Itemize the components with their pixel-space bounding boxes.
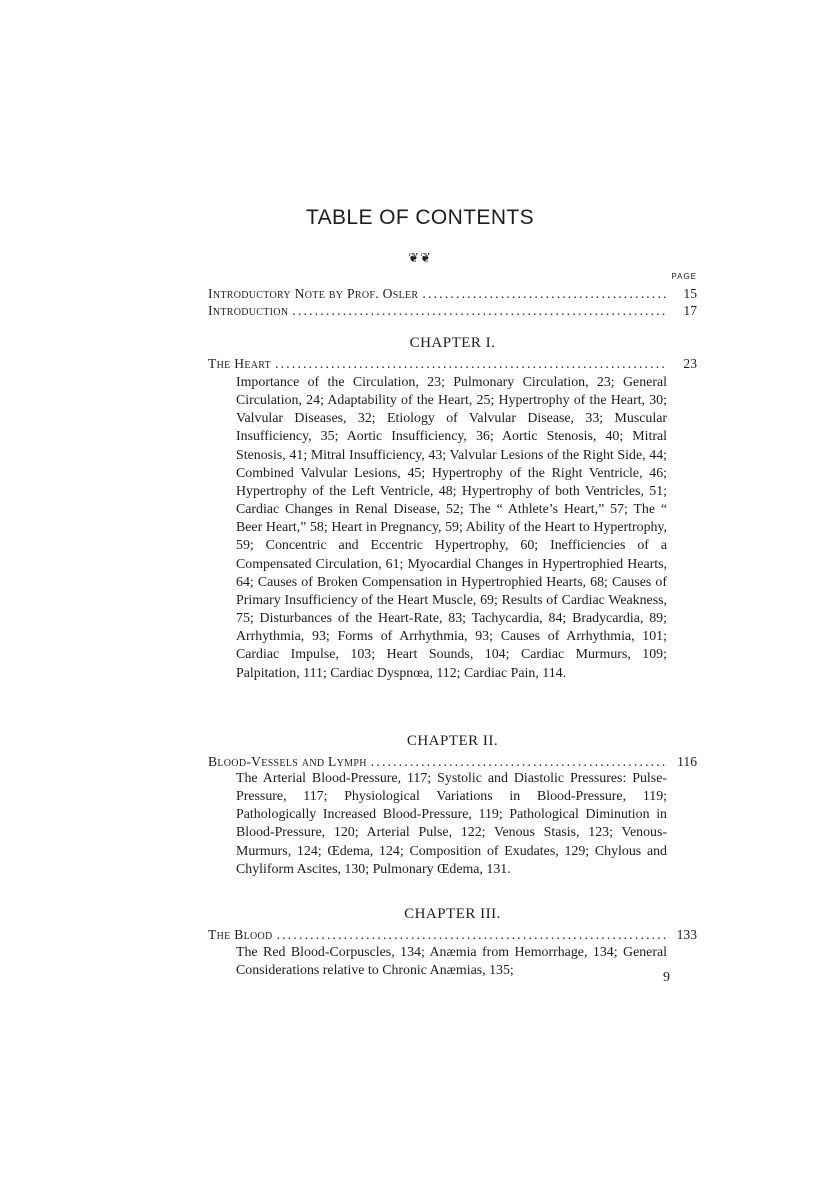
toc-entry-introduction bbox=[208, 303, 697, 323]
dot-leader bbox=[277, 927, 667, 943]
chapter-summary: The Red Blood-Corpuscles, 134; Anæmia from Hemorrhage, 134; General Considerations relative to Chronic Anæmias, 135; bbox=[236, 945, 667, 979]
toc-entry-title: The Heart bbox=[208, 356, 272, 371]
page-column-label: PAGE bbox=[671, 272, 697, 281]
toc-entry-title: The Blood bbox=[208, 927, 273, 942]
dot-leader bbox=[422, 286, 667, 302]
toc-entry-title: Blood-Vessels and Lymph bbox=[208, 754, 367, 769]
page-title: TABLE OF CONTENTS bbox=[305, 206, 535, 229]
dot-leader bbox=[371, 754, 667, 770]
toc-entry-title: Introductory Note by Prof. Osler bbox=[208, 286, 419, 301]
dot-leader bbox=[275, 356, 667, 372]
toc-entry-page: 133 bbox=[676, 927, 697, 942]
chapter-heading: CHAPTER II. bbox=[406, 733, 499, 749]
chapter-summary: Importance of the Circulation, 23; Pulmonary Circulation, 23; General Circulation, 24; Adaptability of the Heart, 25; Hypertrophy of the Heart, 30; Valvular Diseases, 32; Etiology of Valvular Disease, 33; Muscular Insufficiency, 35; Aortic Insufficiency, 36; Aortic Stenosis, 40; Mitral Stenosis, 41; Mitral Insufficiency, 43; Valvular Lesions of the Right Side, 44; Combined Valvular Lesions, 45; Hypertrophy of the Right Ventricle, 46; Hypertrophy of the Left Ventricle, 48; Hypertrophy of both Ventricles, 51; Cardiac Changes in Renal Disease, 52; The “ Athlete’s Heart,” 57; The “ Beer Heart,” 58; Heart in Pregnancy, 59; Ability of the Heart to Hypertrophy, 59; Concentric and Eccentric Hypertrophy, 60; Inefficiencies of a Compensated Circulation, 61; Myocardial Changes in Hypertrophied Hearts, 64; Causes of Broken Compensation in Hypertrophied Hearts, 68; Causes of Primary Insufficiency of the Heart Muscle, 69; Results of Cardiac Weakness, 75; Disturbances of the Heart-Rate, 83; Tachycardia, 84; Bradycardia, 89; Arrhythmia, 93; Forms of Arrhythmia, 93; Causes of Arrhythmia, 101; Cardiac Impulse, 103; Heart Sounds, 104; Cardiac Murmurs, 109; Palpitation, 111; Cardiac Dyspnœa, 112; Cardiac Pain, 114. bbox=[236, 375, 667, 681]
toc-entry-page: 15 bbox=[683, 286, 697, 301]
toc-entry-page: 116 bbox=[677, 754, 697, 769]
fleuron-ornament: ❦❦ bbox=[408, 250, 432, 265]
toc-entry-the-heart bbox=[208, 356, 697, 376]
toc-entry-page: 23 bbox=[683, 356, 697, 371]
chapter-heading: CHAPTER I. bbox=[409, 335, 496, 351]
chapter-summary: The Arterial Blood-Pressure, 117; Systolic and Diastolic Pressures: Pulse-Pressure, 117; Physiological Variations in Blood-Pressure, 119; Pathologically Increased Blood-Pressure, 119; Pathological Diminution in Blood-Pressure, 120; Arterial Pulse, 122; Venous Stasis, 123; Venous-Murmurs, 124; Œdema, 124; Composition of Exudates, 129; Chylous and Chyliform Ascites, 130; Pulmonary Œdema, 131. bbox=[236, 771, 667, 877]
toc-entry-page: 17 bbox=[683, 303, 697, 318]
toc-entry-title: Introduction bbox=[208, 303, 289, 318]
chapter-heading: CHAPTER III. bbox=[404, 906, 501, 922]
page-number: 9 bbox=[663, 970, 670, 985]
dot-leader bbox=[292, 303, 667, 319]
